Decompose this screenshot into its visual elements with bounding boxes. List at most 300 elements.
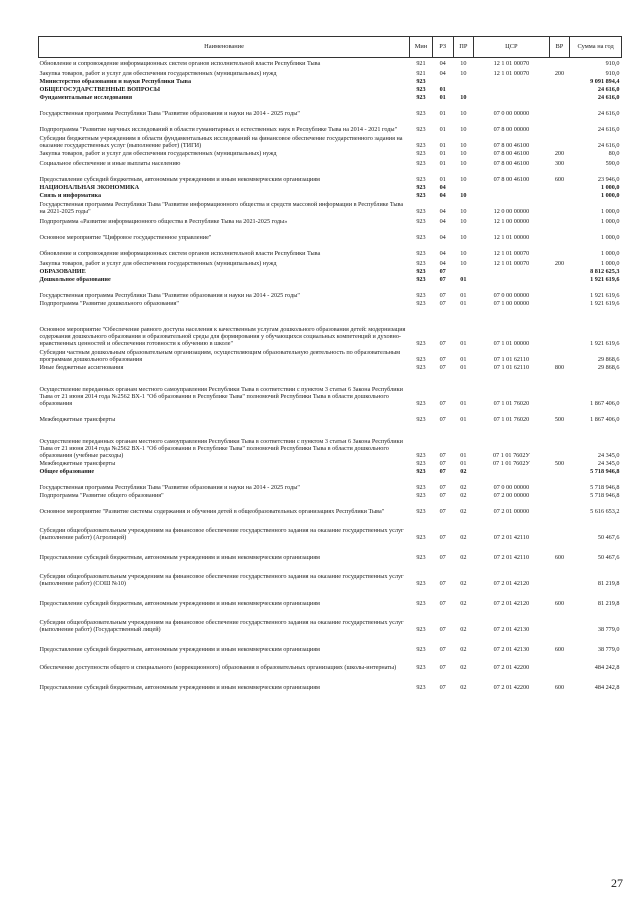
table-cell-csr: 07 1 01 62110 xyxy=(493,356,530,364)
table-cell-min: 923 xyxy=(416,208,426,216)
table-cell-name: Осуществление переданных органам местного самоуправления Республики Тыва в соответствии с пунктом 3 статьи 6 Закона Республики Тыва от 21 июня 2014 года №2562 ВХ-1 "Об образовании в Республике Тыва" полномочий Республики Тыва в области дошкольного образования xyxy=(39,385,403,408)
table-cell-vr xyxy=(549,226,570,242)
table-cell-csr: 12 1 01 00000 xyxy=(493,234,530,242)
table-cell-name: Обеспечение доступности общего и специального (коррекционного) образования в образовательных организациях (школы-интернаты) xyxy=(39,664,397,672)
table-cell-rz: 07 xyxy=(439,534,446,542)
table-cell-vr: 600 xyxy=(554,646,565,654)
table-cell-pr xyxy=(453,268,474,276)
table-cell-vr xyxy=(549,192,570,200)
table-cell-vr xyxy=(549,300,570,308)
table-cell-name: НАЦИОНАЛЬНАЯ ЭКОНОМИКА xyxy=(39,184,140,192)
table-cell-name: Осуществление переданных органам местного самоуправления Республики Тыва в соответствии с пунктом 3 статьи 6 Закона Республики Тыва от 21 июня 2014 года №2562 ВХ-1 "Об образовании в Республике Тыва" полномочий Республики Тыва в области дошкольного образования (учебные расходы) xyxy=(39,437,403,460)
table-cell-rz: 04 xyxy=(439,250,446,258)
table-cell-name: Основное мероприятие "Развитие системы содержания и обучения детей в общеобразовательных организациях Республики Тыва" xyxy=(39,508,385,516)
table-cell-rz: 07 xyxy=(439,626,446,634)
table-cell-name: Субсидии общеобразовательным учреждениям на финансовое обеспечение государственного задания на оказание государственных услуг (выполнение работ) (СОШ №10) xyxy=(39,573,404,588)
table-row xyxy=(39,78,622,86)
table-cell-csr: 12 1 01 00070 xyxy=(493,250,530,258)
table-cell-csr: 07 1 01 7602У xyxy=(492,460,530,468)
table-row xyxy=(39,216,622,226)
table-cell-rz: 07 xyxy=(439,356,446,364)
table-cell-sum: 29 868,6 xyxy=(597,356,620,364)
table-cell-vr xyxy=(549,242,570,258)
table-cell-csr: 07 1 01 7602У xyxy=(492,452,530,460)
table-cell-min: 923 xyxy=(416,126,426,134)
table-row xyxy=(39,58,622,68)
table-cell-name: Обновление и сопровождение информационных систем органов исполнительной власти Республики Тыва xyxy=(39,250,321,258)
table-cell-rz: 01 xyxy=(439,150,446,158)
table-cell-name: Межбюджетные трансферты xyxy=(39,416,116,424)
table-cell-csr xyxy=(474,86,549,94)
table-cell-name: Предоставление субсидий бюджетным, автономным учреждениям и иным некоммерческим организациям xyxy=(39,684,320,692)
table-cell-min: 923 xyxy=(416,484,426,492)
header-min: Мин xyxy=(410,37,433,58)
table-cell-vr: 200 xyxy=(554,260,565,268)
table-cell-csr xyxy=(474,268,549,276)
table-cell-min: 923 xyxy=(416,452,426,460)
table-cell-vr xyxy=(549,562,570,588)
table-cell-vr xyxy=(549,276,570,284)
table-cell-rz: 07 xyxy=(439,508,446,516)
header-rz: РЗ xyxy=(432,37,453,58)
table-cell-sum: 1 000,0 xyxy=(600,208,620,216)
table-cell-csr: 12 1 01 00070 xyxy=(493,70,530,78)
table-row xyxy=(39,516,622,542)
table-cell-pr: 01 xyxy=(460,460,467,468)
table-row xyxy=(39,184,622,192)
table-cell-csr: 07 2 01 42120 xyxy=(493,600,530,608)
table-cell-csr: 07 2 01 42200 xyxy=(493,664,530,672)
table-cell-csr: 07 2 01 42130 xyxy=(493,626,530,634)
table-cell-name: Дошкольное образование xyxy=(39,276,111,284)
table-cell-csr: 07 2 01 00000 xyxy=(493,508,530,516)
table-cell-pr: 02 xyxy=(460,580,467,588)
table-cell-sum: 484 242,8 xyxy=(594,664,620,672)
table-cell-min: 923 xyxy=(416,554,426,562)
table-cell-sum: 1 867 406,0 xyxy=(590,416,620,424)
table-cell-rz: 04 xyxy=(439,192,446,200)
table-cell-pr: 02 xyxy=(460,664,467,672)
table-cell-csr: 12 1 00 00000 xyxy=(493,218,530,226)
table-cell-sum: 1 921 619,6 xyxy=(590,292,620,300)
table-cell-pr: 02 xyxy=(460,534,467,542)
table-cell-min: 923 xyxy=(416,150,426,158)
table-cell-pr: 02 xyxy=(460,626,467,634)
table-row xyxy=(39,672,622,692)
table-cell-pr: 01 xyxy=(460,292,467,300)
table-row xyxy=(39,168,622,184)
table-cell-rz: 07 xyxy=(439,300,446,308)
table-cell-name: Субсидии частным дошкольным образовательным организациям, осуществляющим образовательную деятельность по образовательным программам дошкольного образования xyxy=(39,349,401,364)
table-cell-name: Предоставление субсидий бюджетным, автономным учреждениям и иным некоммерческим организациям xyxy=(39,600,320,608)
table-cell-vr xyxy=(549,134,570,150)
table-cell-vr xyxy=(549,58,570,68)
table-cell-sum: 1 867 406,0 xyxy=(590,400,620,408)
table-cell-name: Субсидии бюджетным учреждениям в области фундаментальных исследований на финансовое обеспечение государственного задания на оказание государственных услуг (выполнение работ) (ТИГИ) xyxy=(39,135,403,150)
table-cell-vr: 200 xyxy=(554,70,565,78)
table-row xyxy=(39,424,622,460)
table-cell-sum: 81 219,8 xyxy=(597,580,620,588)
table-cell-min: 921 xyxy=(416,60,426,68)
table-cell-pr: 02 xyxy=(460,684,467,692)
table-cell-vr: 600 xyxy=(554,176,565,184)
table-cell-sum: 910,0 xyxy=(605,60,620,68)
table-cell-vr: 500 xyxy=(554,460,565,468)
table-cell-csr: 12 0 00 00000 xyxy=(493,208,530,216)
table-row xyxy=(39,634,622,654)
table-cell-csr: 12 1 01 00070 xyxy=(493,60,530,68)
table-cell-pr: 10 xyxy=(460,110,467,118)
table-cell-vr: 500 xyxy=(554,416,565,424)
table-cell-sum: 5 718 946,8 xyxy=(590,484,620,492)
table-cell-min: 923 xyxy=(416,626,426,634)
table-cell-min: 923 xyxy=(416,234,426,242)
table-cell-pr xyxy=(453,184,474,192)
table-cell-rz xyxy=(432,78,453,86)
table-cell-pr: 01 xyxy=(460,400,467,408)
table-cell-pr: 01 xyxy=(460,416,467,424)
table-row xyxy=(39,158,622,168)
table-cell-rz: 01 xyxy=(439,110,446,118)
table-cell-rz: 07 xyxy=(439,268,446,276)
table-cell-name: Министерство образования и науки Республики Тыва xyxy=(39,78,192,86)
table-cell-vr xyxy=(549,654,570,672)
table-cell-sum: 24 616,0 xyxy=(597,94,620,102)
table-row xyxy=(39,654,622,672)
header-name: Наименование xyxy=(39,37,410,58)
table-cell-rz: 07 xyxy=(439,452,446,460)
table-cell-csr xyxy=(474,78,549,86)
table-cell-name: Иные бюджетные ассигнования xyxy=(39,364,124,372)
table-cell-rz: 01 xyxy=(439,142,446,150)
table-cell-pr: 10 xyxy=(460,234,467,242)
table-cell-name: Закупка товаров, работ и услуг для обеспечения государственных (муниципальных) нужд xyxy=(39,70,277,78)
table-cell-name: Субсидии общеобразовательным учреждениям на финансовое обеспечение государственного задания на оказание государственных услуг (выполнение работ) (Агролицей) xyxy=(39,527,404,542)
table-row xyxy=(39,134,622,150)
table-cell-vr xyxy=(549,492,570,500)
table-cell-sum: 24 616,0 xyxy=(597,142,620,150)
table-cell-pr: 10 xyxy=(460,192,467,200)
table-row xyxy=(39,242,622,258)
table-cell-name: ОБЩЕГОСУДАРСТВЕННЫЕ ВОПРОСЫ xyxy=(39,86,161,94)
table-cell-vr xyxy=(549,348,570,364)
table-cell-name: Подпрограмма «Развитие информационного общества в Республике Тыва на 2021-2025 годы» xyxy=(39,218,288,226)
table-cell-vr xyxy=(549,284,570,300)
table-row xyxy=(39,258,622,268)
table-cell-sum: 590,0 xyxy=(605,160,620,168)
table-cell-sum: 1 000,0 xyxy=(600,184,620,192)
table-cell-min: 923 xyxy=(416,300,426,308)
table-cell-csr: 07 8 00 46100 xyxy=(493,150,530,158)
table-cell-csr xyxy=(474,192,549,200)
table-row xyxy=(39,94,622,102)
table-row xyxy=(39,200,622,216)
table-cell-min: 923 xyxy=(416,78,426,86)
table-body xyxy=(39,58,622,692)
header-sum: Сумма на год xyxy=(570,37,622,58)
table-cell-vr xyxy=(549,476,570,492)
table-cell-vr xyxy=(549,118,570,134)
table-cell-sum: 1 000,0 xyxy=(600,234,620,242)
table-cell-min: 923 xyxy=(416,664,426,672)
table-cell-rz: 07 xyxy=(439,276,446,284)
table-cell-rz: 07 xyxy=(439,554,446,562)
header-vr: ВР xyxy=(549,37,570,58)
table-cell-vr xyxy=(549,94,570,102)
table-cell-min: 923 xyxy=(416,184,426,192)
table-cell-min: 923 xyxy=(416,110,426,118)
table-cell-name: Общее образование xyxy=(39,468,95,476)
table-cell-name: Закупка товаров, работ и услуг для обеспечения государственных (муниципальных) нужд xyxy=(39,260,277,268)
table-cell-pr: 10 xyxy=(460,150,467,158)
table-cell-name: Государственная программа Республики Тыва "Развитие информационного общества и средств массовой информации в Республике Тыва на 2021-2025 годы" xyxy=(39,201,404,216)
table-cell-min: 923 xyxy=(416,600,426,608)
table-cell-csr: 07 8 00 46100 xyxy=(493,160,530,168)
table-cell-min: 923 xyxy=(416,292,426,300)
table-cell-vr xyxy=(549,102,570,118)
table-cell-rz: 01 xyxy=(439,126,446,134)
table-row xyxy=(39,372,622,408)
table-cell-rz: 07 xyxy=(439,292,446,300)
table-cell-min: 923 xyxy=(416,416,426,424)
table-cell-name: Связь и информатика xyxy=(39,192,102,200)
table-cell-pr: 02 xyxy=(460,468,467,476)
table-cell-rz: 01 xyxy=(439,176,446,184)
table-cell-rz: 07 xyxy=(439,492,446,500)
table-row xyxy=(39,102,622,118)
table-cell-pr: 10 xyxy=(460,70,467,78)
table-row xyxy=(39,408,622,424)
table-cell-min: 923 xyxy=(416,160,426,168)
table-cell-rz: 07 xyxy=(439,580,446,588)
table-cell-rz: 07 xyxy=(439,460,446,468)
table-cell-name: Подпрограмма "Развитие дошкольного образования" xyxy=(39,300,179,308)
table-cell-csr: 07 2 01 42200 xyxy=(493,684,530,692)
table-cell-sum: 484 242,8 xyxy=(594,684,620,692)
table-cell-vr xyxy=(549,200,570,216)
table-row xyxy=(39,86,622,94)
table-cell-sum: 1 921 619,6 xyxy=(590,340,620,348)
table-cell-rz: 04 xyxy=(439,234,446,242)
table-cell-pr: 02 xyxy=(460,492,467,500)
table-cell-name: Государственная программа Республики Тыва "Развитие образования и науки на 2014 - 2025 годы" xyxy=(39,484,300,492)
table-row xyxy=(39,364,622,372)
table-cell-vr xyxy=(549,308,570,348)
table-row xyxy=(39,500,622,516)
table-row xyxy=(39,468,622,476)
table-cell-min: 923 xyxy=(416,400,426,408)
table-cell-min: 923 xyxy=(416,646,426,654)
table-cell-name: ОБРАЗОВАНИЕ xyxy=(39,268,86,276)
table-cell-pr: 10 xyxy=(460,260,467,268)
table-cell-pr xyxy=(453,86,474,94)
table-cell-csr: 07 2 01 42130 xyxy=(493,646,530,654)
table-cell-csr: 07 2 01 42120 xyxy=(493,580,530,588)
table-cell-name: Обновление и сопровождение информационных систем органов исполнительной власти Республики Тыва xyxy=(39,60,321,68)
table-cell-csr: 07 2 01 42110 xyxy=(493,554,530,562)
table-cell-vr xyxy=(549,468,570,476)
table-cell-vr xyxy=(549,424,570,460)
table-cell-vr: 600 xyxy=(554,684,565,692)
header-pr: ПР xyxy=(453,37,474,58)
table-row xyxy=(39,348,622,364)
table-row xyxy=(39,542,622,562)
table-cell-pr: 01 xyxy=(460,356,467,364)
table-cell-csr: 07 8 00 46100 xyxy=(493,142,530,150)
budget-table xyxy=(38,36,622,692)
table-cell-rz: 07 xyxy=(439,646,446,654)
table-cell-rz: 07 xyxy=(439,364,446,372)
table-cell-pr: 10 xyxy=(460,208,467,216)
table-cell-rz: 01 xyxy=(439,86,446,94)
table-cell-min: 923 xyxy=(416,356,426,364)
table-cell-sum: 8 812 625,3 xyxy=(590,268,620,276)
table-cell-rz: 07 xyxy=(439,664,446,672)
table-cell-sum: 1 000,0 xyxy=(600,260,620,268)
table-cell-sum: 50 467,6 xyxy=(597,554,620,562)
table-cell-name: Фундаментальные исследования xyxy=(39,94,133,102)
table-row xyxy=(39,150,622,158)
table-cell-pr: 02 xyxy=(460,508,467,516)
table-cell-min: 923 xyxy=(416,250,426,258)
table-cell-rz: 04 xyxy=(439,184,446,192)
table-cell-sum: 38 779,0 xyxy=(597,646,620,654)
table-cell-sum: 24 616,0 xyxy=(597,126,620,134)
table-cell-pr: 01 xyxy=(460,364,467,372)
table-cell-name: Основное мероприятие "Цифровое государственное управление" xyxy=(39,234,212,242)
table-row xyxy=(39,68,622,78)
table-cell-name: Предоставление субсидий бюджетным, автономным учреждениям и иным некоммерческим организациям xyxy=(39,646,320,654)
table-cell-sum: 910,0 xyxy=(605,70,620,78)
table-cell-name: Основное мероприятие "Обеспечение равного доступа населения к качественным услугам дошкольного образования детей: модернизация содержания дошкольного образования и образовательной среды для формирования у обучающихся социальных компетенций и духовно-нравственных ценностей и обеспечения готовности к обучению в школе" xyxy=(39,325,406,348)
table-cell-csr: 07 1 01 76020 xyxy=(493,400,530,408)
table-cell-rz: 04 xyxy=(439,260,446,268)
table-cell-pr: 02 xyxy=(460,554,467,562)
table-cell-sum: 24 345,0 xyxy=(597,452,620,460)
table-cell-sum: 1 000,0 xyxy=(600,218,620,226)
table-cell-min: 923 xyxy=(416,260,426,268)
table-cell-pr xyxy=(453,78,474,86)
table-cell-sum: 23 946,0 xyxy=(597,176,620,184)
table-row xyxy=(39,562,622,588)
table-cell-rz: 04 xyxy=(439,208,446,216)
table-cell-min: 923 xyxy=(416,218,426,226)
table-cell-min: 923 xyxy=(416,460,426,468)
table-cell-csr xyxy=(474,184,549,192)
table-row xyxy=(39,118,622,134)
table-cell-sum: 5 718 946,8 xyxy=(590,492,620,500)
table-cell-min: 923 xyxy=(416,142,426,150)
table-cell-min: 923 xyxy=(416,580,426,588)
table-cell-name: Социальное обеспечение и иные выплаты населению xyxy=(39,160,181,168)
table-cell-name: Подпрограмма "Развитие научных исследований в области гуманитарных и естественных наук в Республике Тыва на 2014 - 2021 годы" xyxy=(39,126,398,134)
table-cell-rz: 07 xyxy=(439,468,446,476)
table-cell-min: 923 xyxy=(416,340,426,348)
table-cell-rz: 04 xyxy=(439,60,446,68)
table-cell-sum: 1 000,0 xyxy=(600,250,620,258)
table-row xyxy=(39,284,622,300)
table-cell-min: 923 xyxy=(416,86,426,94)
table-cell-min: 923 xyxy=(416,192,426,200)
table-cell-csr: 07 1 01 00000 xyxy=(493,340,530,348)
table-cell-sum: 29 868,6 xyxy=(597,364,620,372)
table-cell-sum: 24 616,0 xyxy=(597,86,620,94)
table-cell-pr: 10 xyxy=(460,160,467,168)
table-cell-csr: 07 2 00 00000 xyxy=(493,492,530,500)
table-cell-sum: 80,0 xyxy=(608,150,620,158)
table-cell-vr xyxy=(549,372,570,408)
table-cell-sum: 81 219,8 xyxy=(597,600,620,608)
table-row xyxy=(39,608,622,634)
table-cell-name: Закупка товаров, работ и услуг для обеспечения государственных (муниципальных) нужд xyxy=(39,150,277,158)
table-cell-csr: 07 8 00 46100 xyxy=(493,176,530,184)
table-row xyxy=(39,460,622,468)
table-cell-pr: 01 xyxy=(460,340,467,348)
table-cell-sum: 5 616 653,2 xyxy=(590,508,620,516)
table-cell-sum: 9 091 894,4 xyxy=(590,78,620,86)
table-cell-pr: 02 xyxy=(460,646,467,654)
table-cell-csr: 07 1 01 62110 xyxy=(493,364,530,372)
table-cell-pr: 01 xyxy=(460,276,467,284)
table-cell-rz: 04 xyxy=(439,70,446,78)
table-cell-name: Государственная программа Республики Тыва "Развитие образования и науки на 2014 - 2025 годы" xyxy=(39,110,300,118)
table-cell-rz: 07 xyxy=(439,684,446,692)
table-cell-min: 923 xyxy=(416,684,426,692)
table-cell-vr xyxy=(549,86,570,94)
table-cell-name: Субсидии общеобразовательным учреждениям на финансовое обеспечение государственного задания на оказание государственных услуг (выполнение работ) (Государственный лицей) xyxy=(39,619,404,634)
table-cell-pr: 01 xyxy=(460,300,467,308)
table-cell-rz: 07 xyxy=(439,340,446,348)
table-cell-rz: 07 xyxy=(439,400,446,408)
table-cell-rz: 07 xyxy=(439,600,446,608)
table-cell-sum: 24 345,0 xyxy=(597,460,620,468)
table-cell-pr: 10 xyxy=(460,250,467,258)
table-cell-min: 923 xyxy=(416,268,426,276)
table-cell-min: 923 xyxy=(416,508,426,516)
table-cell-pr: 10 xyxy=(460,142,467,150)
table-cell-name: Подпрограмма "Развитие общего образования" xyxy=(39,492,164,500)
table-cell-name: Предоставление субсидий бюджетным, автономным учреждениям и иным некоммерческим организациям xyxy=(39,176,320,184)
table-cell-sum: 50 467,6 xyxy=(597,534,620,542)
table-cell-vr: 800 xyxy=(554,364,565,372)
table-cell-vr: 300 xyxy=(554,160,565,168)
table-cell-sum: 1 921 619,6 xyxy=(590,276,620,284)
table-cell-min: 923 xyxy=(416,94,426,102)
page-number: 27 xyxy=(611,876,623,890)
table-cell-pr: 10 xyxy=(460,126,467,134)
table-cell-csr xyxy=(474,468,549,476)
table-cell-min: 923 xyxy=(416,534,426,542)
table-row xyxy=(39,476,622,492)
table-cell-vr xyxy=(549,268,570,276)
table-cell-vr xyxy=(549,516,570,542)
table-cell-vr: 200 xyxy=(554,150,565,158)
header-csr: ЦСР xyxy=(474,37,549,58)
table-cell-vr xyxy=(549,500,570,516)
table-cell-csr xyxy=(474,276,549,284)
table-cell-pr: 10 xyxy=(460,176,467,184)
table-cell-vr xyxy=(549,216,570,226)
table-cell-vr xyxy=(549,78,570,86)
table-cell-name: Государственная программа Республики Тыва "Развитие образования и науки на 2014 - 2025 годы" xyxy=(39,292,300,300)
table-row xyxy=(39,276,622,284)
table-row xyxy=(39,268,622,276)
table-row xyxy=(39,492,622,500)
table-cell-vr xyxy=(549,608,570,634)
table-header-row xyxy=(39,37,622,58)
table-cell-pr: 01 xyxy=(460,452,467,460)
table-cell-csr xyxy=(474,94,549,102)
